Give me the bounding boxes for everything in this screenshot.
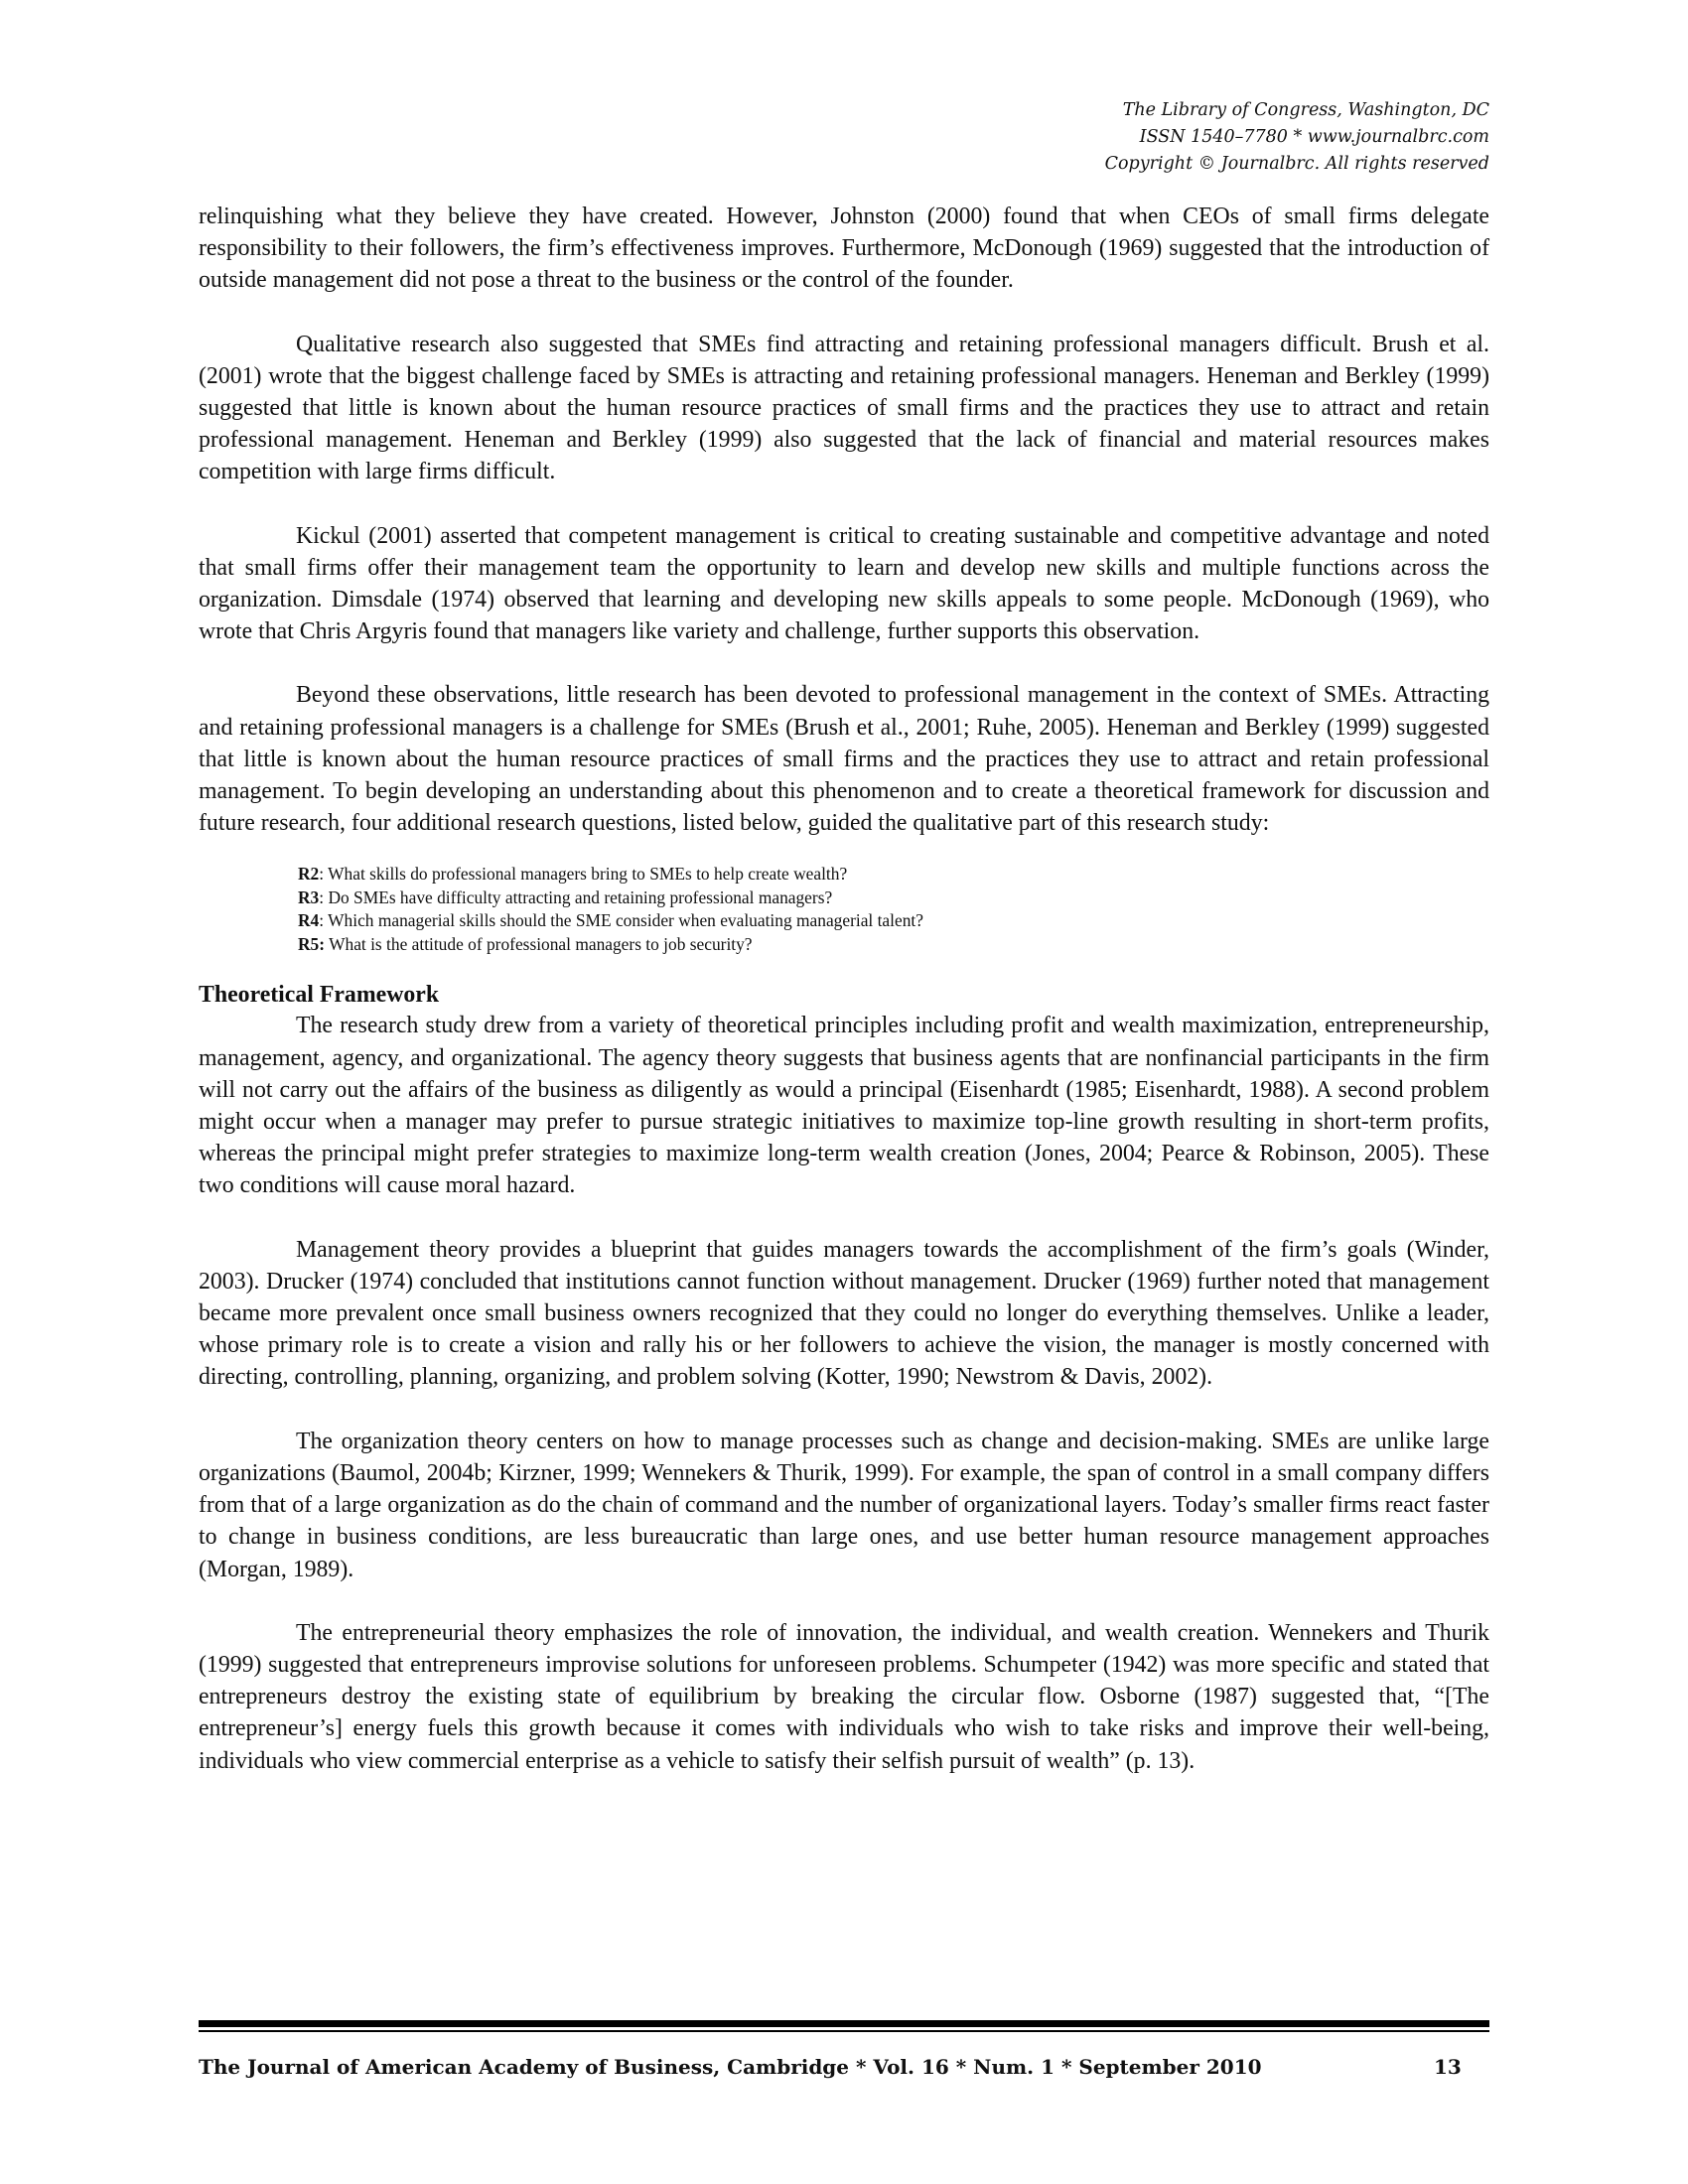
research-question-label: R4 (298, 910, 320, 931)
paragraph-qualitative-research: Qualitative research also suggested that SMEs find attracting and retaining professional managers difficult. Brush et al. (2001) wrote that the biggest challenge faced by SMEs is attracting and retaining professional managers. Heneman and Berkley (1999) suggested that little is known about the human resource practices of small firms and the practices they use to attract and retain professional management. Heneman and Berkley (1999) also suggested that the lack of financial and material resources makes competition with large firms difficult. (199, 331, 1489, 485)
paragraph-continued: relinquishing what they believe they have created. However, Johnston (2000) found that when CEOs of small firms delegate responsibility to their followers, the firm’s effectiveness improves. Furthermore, McDonough (1969) suggested that the introduction of outside management did not pose a threat to the business or the control of the founder. (199, 204, 1489, 294)
research-question-text: What is the attitude of professional managers to job security? (329, 933, 753, 954)
research-question-label: R3 (298, 887, 320, 907)
research-question-separator: : (319, 864, 329, 885)
paragraph-beyond-observations: Beyond these observations, little research has been devoted to professional management in the context of SMEs. Attracting and retaining professional managers is a challenge for SMEs (Brush et al., 2001; Ruhe, 2005). Heneman and Berkley (1999) suggested that little is known about the human resource practices of small firms and the practices they use to attract and retain professional management. To begin developing an understanding about this phenomenon and to create a theoretical framework for discussion and future research, four additional research questions, listed below, guided the qualitative part of this research study: (199, 682, 1489, 837)
running-header (1105, 97, 1489, 178)
research-question (298, 887, 1489, 910)
research-question (298, 933, 1489, 957)
research-question-text: Which managerial skills should the SME consider when evaluating managerial talent? (328, 910, 923, 931)
research-question-separator: : (319, 887, 329, 907)
section-heading: Theoretical Framework (199, 982, 440, 1009)
footer-rule-thin (199, 2030, 1489, 2032)
header-copyright-line: Copyright © Journalbrc. All rights reserved (1104, 154, 1489, 174)
paragraph-kickul: Kickul (2001) asserted that competent management is critical to creating sustainable and competitive advantage and noted that small firms offer their management team the opportunity to learn and develop new skills and multiple functions across the organization. Dimsdale (1974) observed that learning and developing new skills appeals to some people. McDonough (1969), who wrote that Chris Argyris found that managers like variety and challenge, further supports this observation. (199, 522, 1489, 645)
page-number: 13 (1434, 2055, 1462, 2079)
footer-rule-thick (199, 2020, 1489, 2027)
header-library-line: The Library of Congress, Washington, DC (1122, 100, 1489, 120)
research-question-text: What skills do professional managers bring to SMEs to help create wealth? (328, 864, 848, 885)
research-question-label: R5: (298, 933, 326, 954)
research-questions-list (298, 863, 1489, 956)
research-question-label: R2 (298, 864, 320, 885)
research-question-text: Do SMEs have difficulty attracting and retaining professional managers? (328, 887, 833, 907)
footer-journal-citation: The Journal of American Academy of Business, Cambridge * Vol. 16 * Num. 1 * September 2010 (199, 2055, 1262, 2079)
research-question (298, 909, 1489, 933)
research-question-separator: : (319, 910, 329, 931)
paragraph-agency-theory: The research study drew from a variety of theoretical principles including profit and wealth maximization, entrepreneurship, management, agency, and organizational. The agency theory suggests that business agents that are nonfinancial participants in the firm will not carry out the affairs of the business as diligently as would a principal (Eisenhardt (1985; Eisenhardt, 1988). A second problem might occur when a manager may prefer to pursue strategic initiatives to maximize top-line growth resulting in short-term profits, whereas the principal might prefer strategies to maximize long-term wealth creation (Jones, 2004; Pearce & Robinson, 2005). These two conditions will cause moral hazard. (199, 1013, 1489, 1199)
header-issn-line: ISSN 1540–7780 * www.journalbrc.com (1139, 127, 1489, 147)
paragraph-organization-theory: The organization theory centers on how to manage processes such as change and decision-making. SMEs are unlike large organizations (Baumol, 2004b; Kirzner, 1999; Wennekers & Thurik, 1999). For example, the span of control in a small company differs from that of a large organization as do the chain of command and the number of organizational layers. Today’s smaller firms react faster to change in business conditions, are less bureaucratic than large ones, and use better human resource management approaches (Morgan, 1989). (199, 1428, 1489, 1582)
article-body (199, 201, 1489, 1809)
research-question (298, 863, 1489, 887)
paragraph-entrepreneurial-theory: The entrepreneurial theory emphasizes the role of innovation, the individual, and wealth creation. Wennekers and Thurik (1999) suggested that entrepreneurs improvise solutions for unforeseen problems. Schumpeter (1942) was more specific and stated that entrepreneurs destroy the existing state of equilibrium by breaking the circular flow. Osborne (1987) suggested that, “[The entrepreneur’s] energy fuels this growth because it comes with individuals who wish to take risks and improve their well-being, individuals who view commercial enterprise as a vehicle to satisfy their selfish pursuit of wealth” (p. 13). (199, 1619, 1489, 1774)
paragraph-management-theory: Management theory provides a blueprint that guides managers towards the accomplishment of the firm’s goals (Winder, 2003). Drucker (1974) concluded that institutions cannot function without management. Drucker (1969) further noted that management became more prevalent once small business owners recognized that they could no longer do everything themselves. Unlike a leader, whose primary role is to create a vision and rally his or her followers to achieve the vision, the manager is mostly concerned with directing, controlling, planning, organizing, and problem solving (Kotter, 1990; Newstrom & Davis, 2002). (199, 1236, 1489, 1391)
